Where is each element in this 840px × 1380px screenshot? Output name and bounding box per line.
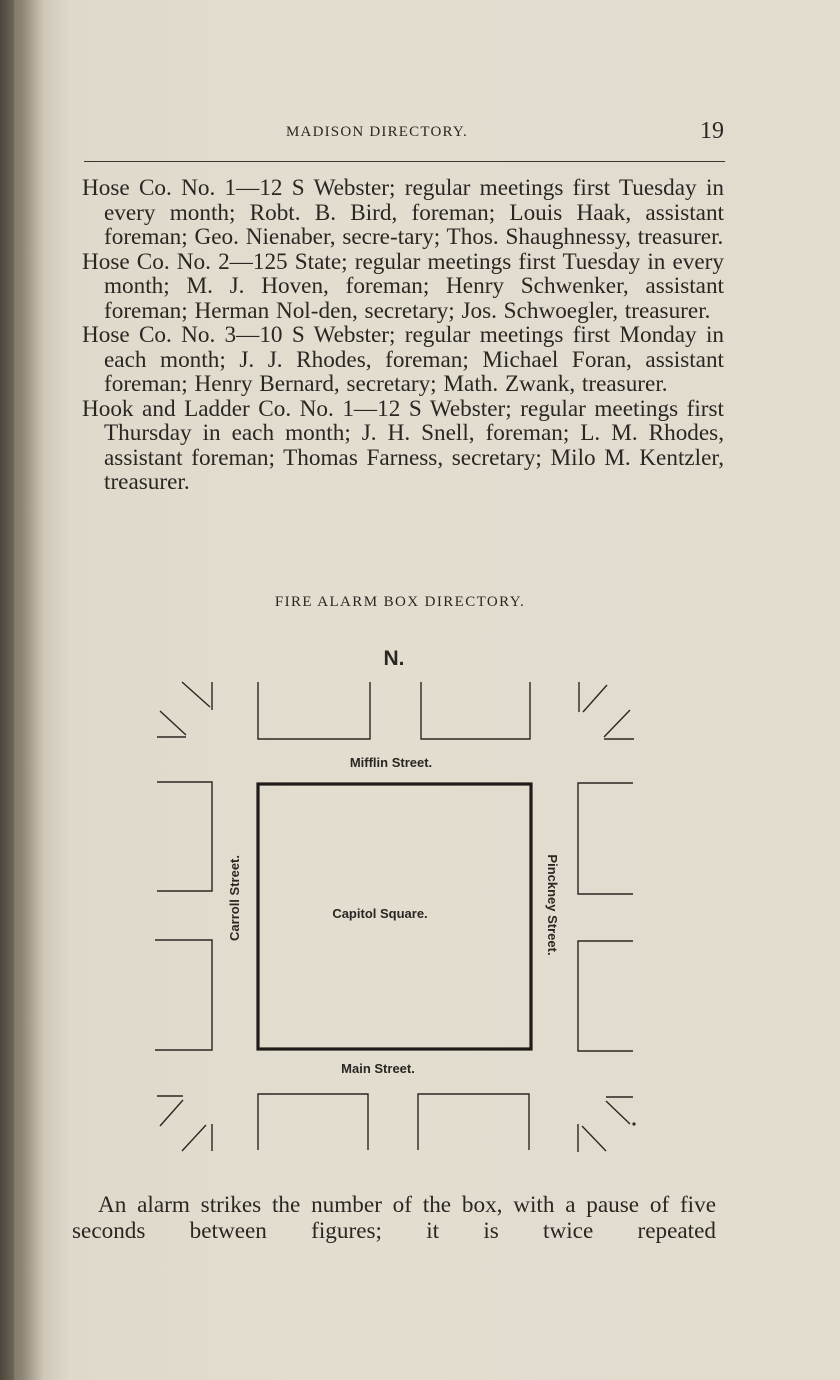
map-corner-line <box>160 1100 183 1126</box>
map-block-top-right <box>421 682 530 739</box>
map-corner-line <box>182 1125 206 1151</box>
map-dot <box>632 1122 635 1125</box>
map-corner-line <box>606 1101 630 1124</box>
street-label-pinckney: Pinckney Street. <box>545 854 560 956</box>
map-corner-line <box>604 710 630 737</box>
map-block-left-upper <box>157 782 212 891</box>
street-label-carroll: Carroll Street. <box>227 855 242 941</box>
street-label-main: Main Street. <box>341 1061 415 1076</box>
map-corner-line <box>160 711 186 735</box>
running-title: MADISON DIRECTORY. <box>286 124 468 140</box>
section-title: FIRE ALARM BOX DIRECTORY. <box>274 594 526 610</box>
entry-hose-co-3: Hose Co. No. 3—10 S Webster; regular meetings first Monday in each month; J. J. Rhodes, foreman; Michael Foran, assistant foreman; Henry Bernard, secretary; Math. Zwank, treasurer. <box>82 322 724 397</box>
entry-hose-co-2: Hose Co. No. 2—125 State; regular meetings first Tuesday in every month; M. J. Hoven, foreman; Henry Schwenker, assistant foreman; Herman Nol-den, secretary; Jos. Schwoegler, treasurer. <box>82 248 724 324</box>
entry-hose-co-1: Hose Co. No. 1—12 S Webster; regular meetings first Tuesday in every month; Robt. B. Bird, foreman; Louis Haak, assistant foreman; Geo. Nienaber, secre-tary; Thos. Shaughnessy, treasurer. <box>82 175 724 250</box>
map-block-top-left <box>258 682 370 739</box>
street-label-mifflin: Mifflin Street. <box>349 755 433 770</box>
map-corner-line <box>582 1126 606 1151</box>
map-corner-line <box>182 682 210 707</box>
capitol-square-label: Capitol Square. <box>332 906 428 921</box>
map-corner-line <box>583 685 607 712</box>
map-block-right-upper <box>578 783 633 894</box>
page-number: 19 <box>700 118 724 144</box>
map-block-right-lower <box>578 941 633 1051</box>
map-block-bottom-left <box>258 1094 368 1150</box>
entry-hook-and-ladder-1: Hook and Ladder Co. No. 1—12 S Webster; regular meetings first Thursday in each month; J. H. Snell, foreman; L. M. Rhodes, assistant foreman; Thomas Farness, secretary; Milo M. Kentzler, treasurer. <box>82 395 724 495</box>
map-block-left-lower <box>155 940 212 1050</box>
north-marker: N. <box>383 647 405 670</box>
footer-paragraph: An alarm strikes the number of the box, with a pause of five seconds between figures; it is twice repeated <box>72 1192 716 1244</box>
map-block-bottom-right <box>418 1094 529 1150</box>
